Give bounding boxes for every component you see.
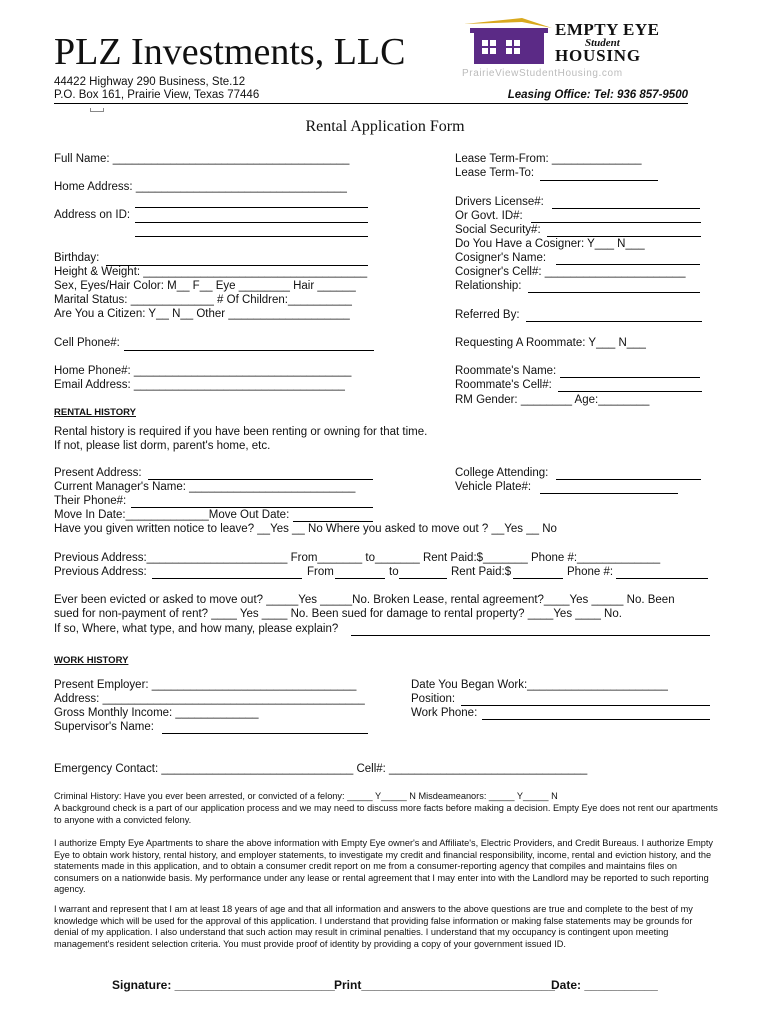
authorization-paragraph: I authorize Empty Eye Apartments to share the above information with Empty Eye owner's and Affiliate's, Electric Providers, and Credit Bureaus. I authorize Empty Eye to obtain work history, rental history, and employer statements, to investigate my credit and financial responsibility, income, rental and eviction history, and the statements made in this application, and to obtain a consumer credit report on me from a consumer-reporting agency that compiles and maintains files on consumers on a nationwide basis. My performance under any lease or rental agreement that I may enter into with the Landlord may be reported to such reporting agency. [54, 838, 714, 894]
rental-note-2: If not, please list dorm, parent's home, etc. [54, 440, 271, 452]
cell-phone-field[interactable]: Cell Phone#: [54, 337, 120, 349]
rm-gender-field[interactable]: RM Gender: ________ Age:________ [455, 394, 650, 406]
cosigner-name-field[interactable]: Cosigner's Name: [455, 252, 547, 264]
date-field[interactable]: Date: ___________ [551, 978, 658, 992]
prev2-rent-label: Rent Paid:$ [451, 566, 512, 578]
rental-history-heading: RENTAL HISTORY [54, 407, 136, 418]
logo-url: PrairieViewStudentHousing.com [462, 68, 623, 79]
prev2-to-label: to [389, 566, 399, 578]
logo-student: Student [585, 37, 620, 49]
position-field[interactable]: Position: [411, 693, 456, 705]
previous-address-2-label[interactable]: Previous Address: [54, 566, 147, 578]
work-history-heading: WORK HISTORY [54, 655, 129, 666]
explain-field[interactable]: If so, Where, what type, and how many, please explain? [54, 623, 339, 635]
prev2-rent-line[interactable] [513, 578, 563, 579]
roommate-name-line[interactable] [560, 377, 700, 378]
form-title: Rental Application Form [305, 118, 465, 135]
sex-eyes-hair-field[interactable]: Sex, Eyes/Hair Color: M__ F__ Eye ________ Hair ______ [54, 280, 356, 292]
lease-from-field[interactable]: Lease Term-From: ______________ [455, 153, 642, 165]
work-phone-field[interactable]: Work Phone: [411, 707, 478, 719]
warranty-paragraph: I warrant and represent that I am at least 18 years of age and that all information and answers to the above questions are true and complete to the best of my knowledge which will be used for the approval of this application. I understand that providing false information or making false statements may be grounds for denial of my application. I also understand that such action may result in criminal penalties. I understand that my occupancy is contingent upon meeting management's resident selection criteria. You must provide proof of identity by providing a copy of your government issued ID. [54, 904, 693, 949]
emergency-contact-field[interactable]: Emergency Contact: ______________________________ Cell#: _______________________________ [54, 763, 588, 775]
referred-by-line[interactable] [526, 321, 702, 322]
address-line-2: P.O. Box 161, Prairie View, Texas 77446 [54, 89, 260, 101]
citizen-field[interactable]: Are You a Citizen: Y__ N__ Other ___________________ [54, 308, 350, 320]
prev2-from-label: From [307, 566, 334, 578]
criminal-history-question[interactable]: Criminal History: Have you ever been arrested, or convicted of a felony: _____ Y_____ N Misdeameanors: _____ Y_____ N [54, 791, 558, 801]
roommate-request-field[interactable]: Requesting A Roommate: Y___ N___ [455, 337, 646, 349]
lease-to-field[interactable]: Lease Term-To: [455, 167, 535, 179]
home-phone-field[interactable]: Home Phone#: __________________________________ [54, 365, 352, 377]
address-on-id-field[interactable]: Address on ID: [54, 209, 131, 221]
header-divider [54, 103, 688, 104]
employer-field[interactable]: Present Employer: ________________________________ [54, 679, 357, 691]
gross-income-field[interactable]: Gross Monthly Income: _____________ [54, 707, 259, 719]
ssn-field[interactable]: Social Security#: [455, 224, 541, 236]
vehicle-plate-field[interactable]: Vehicle Plate#: [455, 481, 532, 493]
print-name-field[interactable]: Print_____________________________ [334, 978, 555, 992]
prev2-phone-line[interactable] [616, 578, 708, 579]
evicted-question[interactable]: Ever been evicted or asked to move out? _____Yes _____No. Broken Lease, rental agreement?____Yes _____ No. Been [54, 594, 675, 606]
ssn-line[interactable] [547, 236, 701, 237]
current-manager-field[interactable]: Current Manager's Name: __________________________ [54, 481, 356, 493]
explain-line[interactable] [351, 635, 710, 636]
marital-status-field[interactable]: Marital Status: _____________ # Of Children:__________ [54, 294, 352, 306]
date-began-field[interactable]: Date You Began Work:______________________ [411, 679, 668, 691]
lease-to-line[interactable] [540, 180, 658, 181]
home-address-line-2[interactable] [135, 207, 368, 208]
address-line-1: 44422 Highway 290 Business, Ste.12 [54, 76, 246, 88]
supervisor-field[interactable]: Supervisor's Name: [54, 721, 154, 733]
rental-note-1: Rental history is required if you have been renting or owning for that time. [54, 426, 428, 438]
address-on-id-line-2[interactable] [135, 236, 368, 237]
cell-phone-line[interactable] [124, 350, 374, 351]
height-weight-field[interactable]: Height & Weight: ___________________________________ [54, 266, 368, 278]
home-address-field[interactable]: Home Address: _________________________________ [54, 181, 347, 193]
leasing-office-phone: Leasing Office: Tel: 936 857-9500 [507, 89, 688, 101]
college-field[interactable]: College Attending: [455, 467, 549, 479]
written-notice-field[interactable]: Have you given written notice to leave? __Yes __ No Where you asked to move out ? __Yes __ No [54, 523, 557, 535]
employer-address-field[interactable]: Address: _________________________________________ [54, 693, 365, 705]
vehicle-plate-line[interactable] [540, 493, 678, 494]
roommate-cell-field[interactable]: Roommate's Cell#: [455, 379, 552, 391]
cosigner-name-line[interactable] [556, 264, 700, 265]
full-name-field[interactable]: Full Name: _____________________________________ [54, 153, 350, 165]
drivers-license-line[interactable] [552, 208, 700, 209]
move-dates-field[interactable]: Move In Date:_____________Move Out Date: [54, 509, 290, 521]
roommate-cell-line[interactable] [558, 391, 702, 392]
prev2-from-line[interactable] [335, 578, 385, 579]
birthday-field[interactable]: Birthday: [54, 252, 100, 264]
background-check-note: A background check is a part of our application process and we may need to discuss more facts before making a decision. Empty Eye does not rent our apartments to anyone with a convicted felony. [54, 803, 718, 825]
present-address-field[interactable]: Present Address: [54, 467, 142, 479]
govt-id-line[interactable] [531, 222, 701, 223]
relationship-line[interactable] [528, 292, 700, 293]
govt-id-field[interactable]: Or Govt. ID#: [455, 210, 523, 222]
relationship-field[interactable]: Relationship: [455, 280, 522, 292]
drivers-license-field[interactable]: Drivers License#: [455, 196, 544, 208]
small-mark [90, 108, 104, 112]
company-name: PLZ Investments, LLC [54, 31, 406, 73]
their-phone-line[interactable] [131, 507, 373, 508]
signature-field[interactable]: Signature: ________________________ [112, 978, 335, 992]
prev2-phone-label: Phone #: [567, 566, 614, 578]
referred-by-field[interactable]: Referred By: [455, 309, 520, 321]
logo-housing: HOUSING [555, 46, 641, 65]
email-field[interactable]: Email Address: _________________________________ [54, 379, 345, 391]
present-address-line[interactable] [148, 479, 373, 480]
prev2-to-line[interactable] [399, 578, 447, 579]
address-on-id-line-1[interactable] [135, 222, 368, 223]
supervisor-line[interactable] [162, 733, 368, 734]
previous-address-1[interactable]: Previous Address:______________________ From_______ to_______ Rent Paid:$_______ Phone #:_____________ [54, 552, 661, 564]
cosigner-field[interactable]: Do You Have a Cosigner: Y___ N___ [455, 238, 645, 250]
position-line[interactable] [461, 705, 710, 706]
move-out-line[interactable] [293, 521, 373, 522]
roommate-name-field[interactable]: Roommate's Name: [455, 365, 557, 377]
cosigner-cell-field[interactable]: Cosigner's Cell#: ______________________ [455, 266, 686, 278]
prev2-address-line[interactable] [152, 578, 302, 579]
logo-empty-eye: EMPTY EYE [555, 20, 660, 39]
sued-question[interactable]: sued for non-payment of rent? ____ Yes ____ No. Been sued for damage to rental property? ____Yes ____ No. [54, 608, 622, 620]
college-line[interactable] [556, 479, 701, 480]
their-phone-field[interactable]: Their Phone#: [54, 495, 127, 507]
house-logo-icon [462, 16, 554, 68]
work-phone-line[interactable] [482, 719, 710, 720]
